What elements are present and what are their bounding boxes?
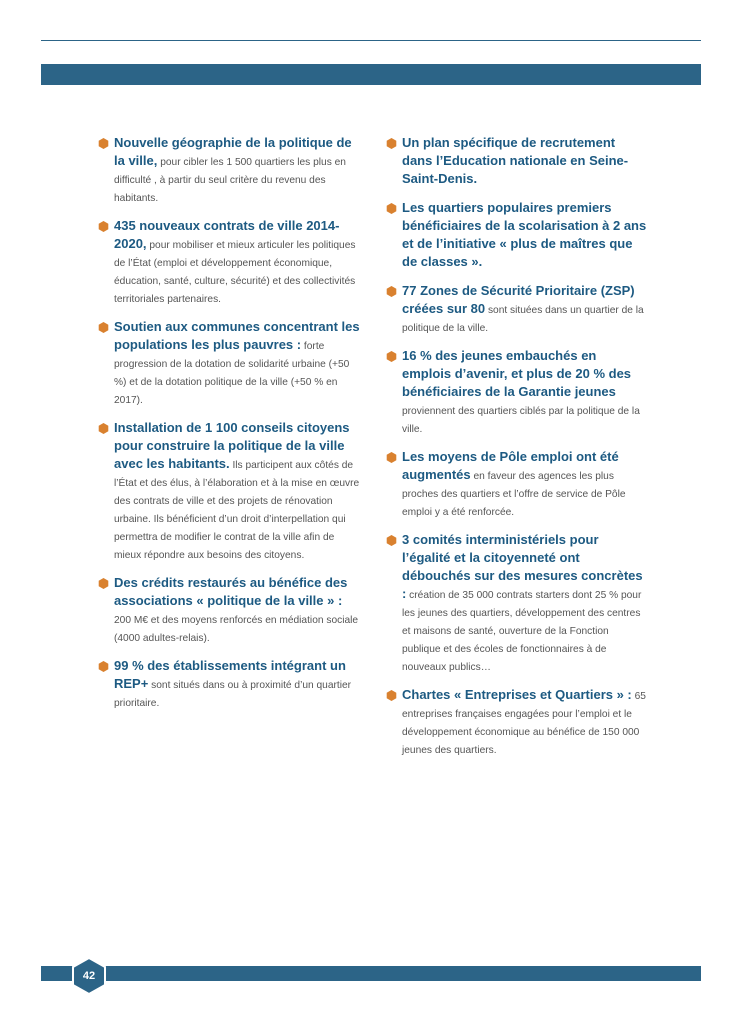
list-item (98, 134, 360, 206)
item-highlight: Les moyens de Pôle emploi ont été augmentés (402, 449, 619, 482)
hexagon-bullet-icon (98, 661, 109, 672)
item-highlight: 3 comités interministériels pour l’égalité et la citoyenneté ont débouchés sur des mesures concrètes : (402, 532, 643, 601)
hexagon-bullet-icon (98, 221, 109, 232)
right-column (386, 134, 648, 769)
item-text: pour cibler les 1 500 quartiers les plus en difficulté , à partir du seul critère du revenu des habitants. (114, 157, 346, 204)
item-highlight: 77 Zones de Sécurité Prioritaire (ZSP) créées sur 80 (402, 283, 635, 316)
item-text: 200 M€ et des moyens renforcés en médiation sociale (4000 adultes-relais). (114, 615, 359, 644)
item-highlight: Installation de 1 100 conseils citoyens pour construire la politique de la ville avec les habitants. (114, 420, 350, 471)
item-text: création de 35 000 contrats starters dont 25 % pour les jeunes des quartiers, développement des centres et maisons de santé, ouverture de la Fonction publique et des écoles de fonctionnaires à de nouveaux publics… (402, 590, 642, 673)
item-text: sont situés dans ou à proximité d’un quartier prioritaire. (114, 680, 352, 709)
item-text: sont situées dans un quartier de la politique de la ville. (402, 305, 644, 334)
hexagon-bullet-icon (98, 578, 109, 589)
hexagon-bullet-icon (386, 690, 397, 701)
item-text: en faveur des agences les plus proches des quartiers et l’offre de service de Pôle emploi y a été renforcée. (402, 471, 626, 518)
hexagon-bullet-icon (386, 351, 397, 362)
item-highlight: Un plan spécifique de recrutement dans l’Education nationale en Seine-Saint-Denis. (402, 135, 629, 186)
header-band (41, 64, 701, 85)
item-text: Ils participent aux côtés de l’État et des élus, à l’élaboration et à la mise en œuvre des contrats de ville et des projets de rénovation urbaine. Ils bénéficient d’un droit d’interpellation qui permettra de modifier le contrat de la ville afin de mieux répondre aux besoins des citoyens. (114, 460, 360, 561)
item-highlight: 16 % des jeunes embauchés en emplois d’avenir, et plus de 20 % des bénéficiaires de la Garantie jeunes (402, 348, 632, 399)
list-item (386, 347, 648, 437)
list-item (386, 282, 648, 336)
top-divider-line (41, 40, 701, 41)
item-highlight: Les quartiers populaires premiers bénéficiaires de la scolarisation à 2 ans et de l’initiative « plus de maîtres que de classes ». (402, 200, 647, 269)
footer-band (41, 966, 701, 981)
list-item (386, 531, 648, 675)
hexagon-bullet-icon (386, 535, 397, 546)
hexagon-bullet-icon (386, 286, 397, 297)
hexagon-bullet-icon (386, 452, 397, 463)
list-item (386, 199, 648, 271)
list-item (386, 134, 648, 188)
list-item (98, 574, 360, 646)
list-item (98, 657, 360, 711)
hexagon-bullet-icon (98, 322, 109, 333)
item-highlight: 435 nouveaux contrats de ville 2014-2020, (114, 218, 340, 251)
item-text: forte progression de la dotation de solidarité urbaine (+50 %) et de la dotation politique de la ville (+50 % en 2017). (114, 341, 350, 406)
hexagon-bullet-icon (386, 138, 397, 149)
hexagon-bullet-icon (386, 203, 397, 214)
left-column (98, 134, 360, 722)
item-highlight: Nouvelle géographie de la politique de la ville, (114, 135, 352, 168)
hexagon-bullet-icon (98, 423, 109, 434)
item-highlight: Soutien aux communes concentrant les populations les plus pauvres : (114, 319, 360, 352)
hexagon-bullet-icon (98, 138, 109, 149)
item-text: pour mobiliser et mieux articuler les politiques de l’État (emploi et développement économique, éducation, santé, culture, sécurité) et des collectivités territoriales partenaires. (114, 240, 356, 305)
item-text: 65 entreprises françaises engagées pour l’emploi et le développement économique au bénéfice de 150 000 jeunes des quartiers. (402, 691, 646, 756)
item-highlight: Des crédits restaurés au bénéfice des associations « politique de la ville » : (114, 575, 348, 608)
list-item (386, 686, 648, 758)
item-highlight: Chartes « Entreprises et Quartiers » : (402, 687, 632, 702)
list-item (98, 217, 360, 307)
item-text: proviennent des quartiers ciblés par la politique de la ville. (402, 406, 640, 435)
item-highlight: 99 % des établissements intégrant un REP+ (114, 658, 346, 691)
list-item (98, 419, 360, 563)
page-number: 42 (82, 970, 96, 982)
list-item (386, 448, 648, 520)
list-item (98, 318, 360, 408)
